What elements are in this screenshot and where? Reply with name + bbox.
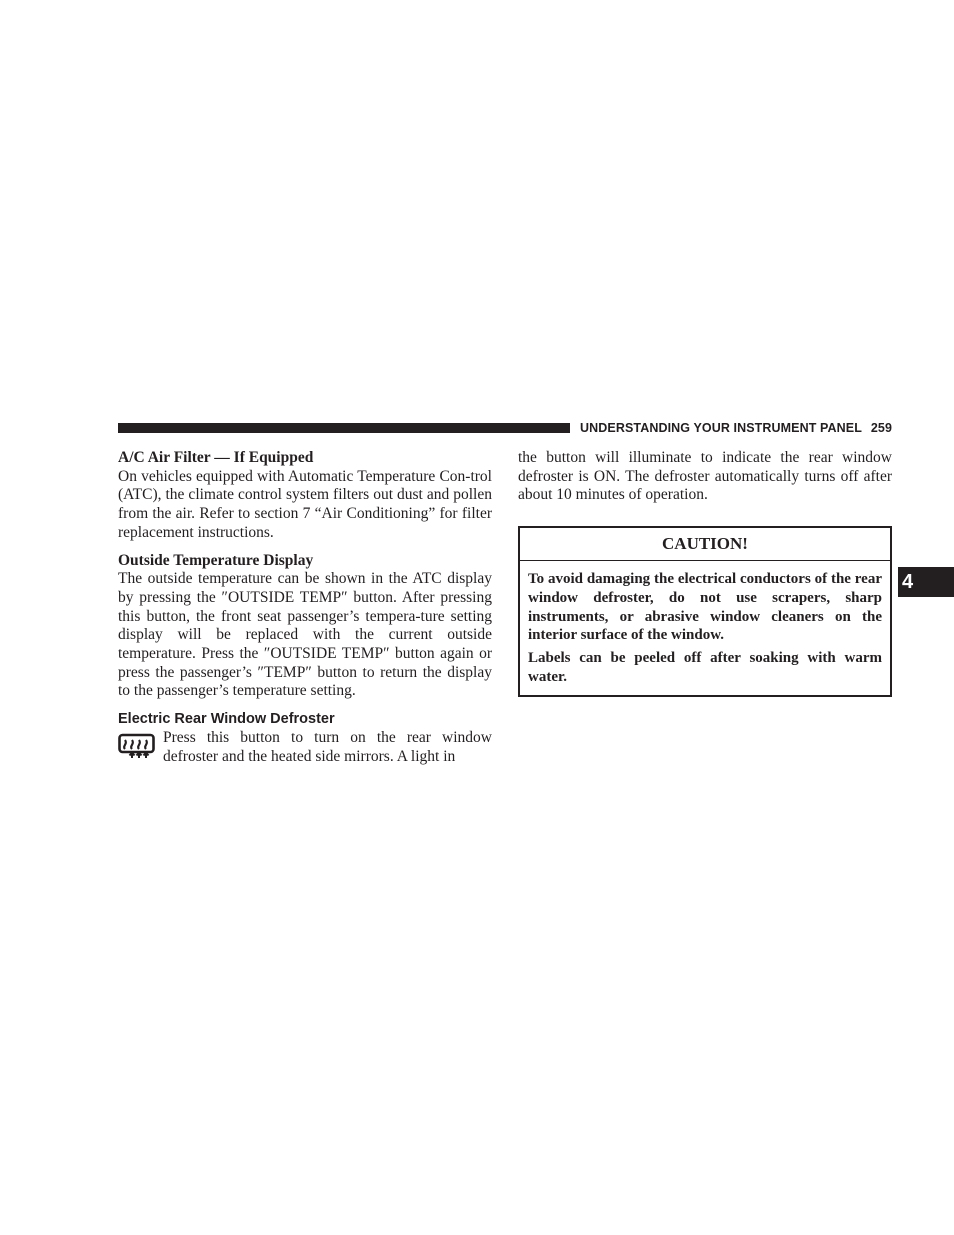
rear-defroster-body: Press this button to turn on the rear window defroster and the heated side mirrors. A light in [163,728,492,765]
caution-title: CAUTION! [520,528,890,561]
caution-box [518,526,892,697]
caution-body [520,561,890,695]
outside-temp-heading: Outside Temperature Display [118,551,314,569]
air-filter-heading: A/C Air Filter — If Equipped [118,449,314,466]
rear-defroster-heading: Electric Rear Window Defroster [118,711,335,728]
rear-defroster-continued: the button will illuminate to indicate the rear window defroster is ON. The defroster automatically turns off after about 10 minutes of operation. [518,449,892,504]
rear-defroster-row [118,729,492,766]
header-rule [118,423,570,433]
caution-paragraph: To avoid damaging the electrical conductors of the rear window defroster, do not use scrapers, sharp instruments, or abrasive window cleaners on the interior surface of the window. [528,571,882,644]
outside-temp-body: The outside temperature can be shown in the ATC display by pressing the ″OUTSIDE TEMP″ button. After pressing this button, the front seat passenger’s tempera-ture setting display will be replaced with the current outside temperature. Press the ″OUTSIDE TEMP″ button again or press the passenger’s ″TEMP″ button to return the display to the passenger’s temperature setting. [118,570,492,700]
page-number: 259 [870,421,892,435]
chapter-tab: 4 [898,567,954,597]
rear-defroster-icon [118,732,155,760]
running-header [580,420,892,436]
header-title: UNDERSTANDING YOUR INSTRUMENT PANEL [580,421,862,435]
air-filter-body: On vehicles equipped with Automatic Temperature Con-trol (ATC), the climate control system filters out dust and pollen from the air. Refer to section 7 “Air Conditioning” for filter replacement instructions. [118,467,492,541]
right-column [518,449,892,697]
caution-paragraph: Labels can be peeled off after soaking with warm water. [528,649,882,685]
left-column [118,449,492,766]
